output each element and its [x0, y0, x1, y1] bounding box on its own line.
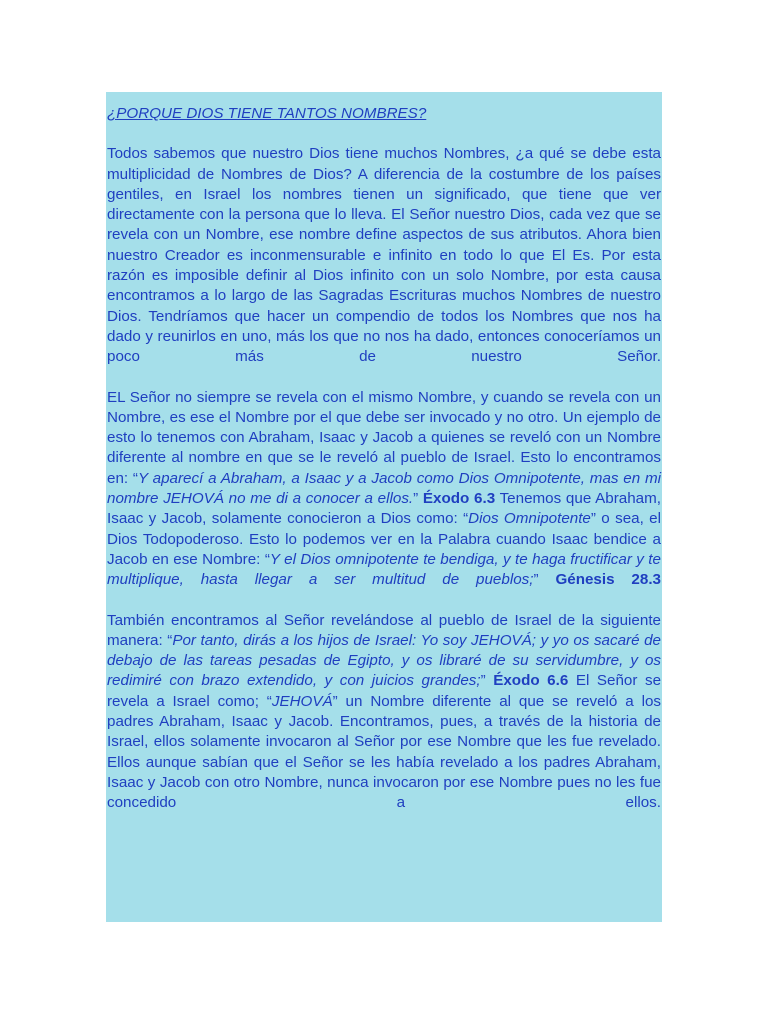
paragraph-3-text: El Señor se revela a Israel como; “	[107, 672, 662, 710]
paragraph-2-text: Tenemos que Abraham, Isaac y Jacob, solamente conocieron a Dios como: “	[107, 490, 661, 528]
paragraph-3-text: ” un Nombre diferente al que se reveló a los padres Abraham, Isaac y Jacob. Encontramos, pues, a través de la historia de Israel, ellos solamente invocaron al Señor por ese Nombre que les fue revelado. Ellos aunque sabían que el Señor se les había revelado a los padres Abraham, Isaac y Jacob con otro Nombre, nunca invocaron por ese Nombre pues no les fue concedido a ellos.	[107, 692, 661, 812]
paragraph-1: Todos sabemos que nuestro Dios tiene muchos Nombres, ¿a qué se debe esta multiplicidad de Nombres de Dios? A diferencia de la costumbre de los países gentiles, en Israel los nombres tienen un significado, que tiene que ver directamente con la persona que lo lleva. El Señor nuestro Dios, cada vez que se revela con un Nombre, ese nombre define aspectos de sus atributos. Ahora bien nuestro Creador es inconmensurable e infinito en todo lo que El Es. Por esta razón es imposible definir al Dios infinito con un solo Nombre, por esta causa encontramos a lo largo de las Sagradas Escrituras muchos Nombres de nuestro Dios. Tendríamos que hacer un compendio de todos los Nombres que nos ha dado y reunirlos en uno, más los que no nos ha dado, entonces conoceríamos un poco más de nuestro Señor.	[107, 145, 661, 366]
paragraph-2-text: ”	[533, 571, 556, 589]
reference-exodo-6-3: Éxodo 6.3	[422, 490, 496, 508]
quote-genesis-28-3: Y el Dios omnipotente te bendiga, y te haga fructificar y te multiplique, hasta llegar a ser multitud de pueblos;	[107, 550, 661, 589]
paragraph-2-text: EL Señor no siempre se revela con el mismo Nombre, y cuando se revela con un Nombre, es ese el Nombre por el que debe ser invocado y no otro. Un ejemplo de esto lo tenemos con Abraham, Isaac y Jacob a quienes se reveló con un Nombre diferente al nombre en que se le reveló al pueblo de Israel. Esto lo encontramos en: “	[107, 388, 661, 487]
document-page	[106, 92, 662, 922]
paragraph-3-text: También encontramos al Señor revelándose al pueblo de Israel de la siguiente manera: “	[107, 611, 661, 649]
reference-genesis-28-3: Génesis 28.3	[555, 571, 661, 589]
paragraph-2	[107, 388, 661, 591]
quote-exodo-6-6: Por tanto, dirás a los hijos de Israel: Yo soy JEHOVÁ; y yo os sacaré de debajo de las tareas pesadas de Egipto, y os libraré de su servidumbre, y os redimiré con brazo extendido, y con juicios grandes;	[107, 631, 661, 690]
paragraph-2-text: ” o sea, el Dios Todopoderoso. Esto lo podemos ver en la Palabra cuando Isaac bendice a Jacob en ese Nombre: “	[107, 510, 661, 568]
paragraph-2-text: ”	[413, 490, 423, 508]
paragraph-3	[107, 611, 661, 814]
paragraph-3-text: ”	[480, 672, 494, 690]
quote-dios-omnipotente: Dios Omnipotente	[468, 510, 591, 528]
quote-exodo-6-3: Y aparecí a Abraham, a Isaac y a Jacob como Dios Omnipotente, mas en mi nombre JEHOVÁ no me di a conocer a ellos.	[107, 469, 661, 508]
quote-jehova: JEHOVÁ	[271, 692, 333, 710]
document-title: ¿PORQUE DIOS TIENE TANTOS NOMBRES?	[107, 105, 427, 122]
reference-exodo-6-6: Éxodo 6.6	[493, 672, 569, 690]
